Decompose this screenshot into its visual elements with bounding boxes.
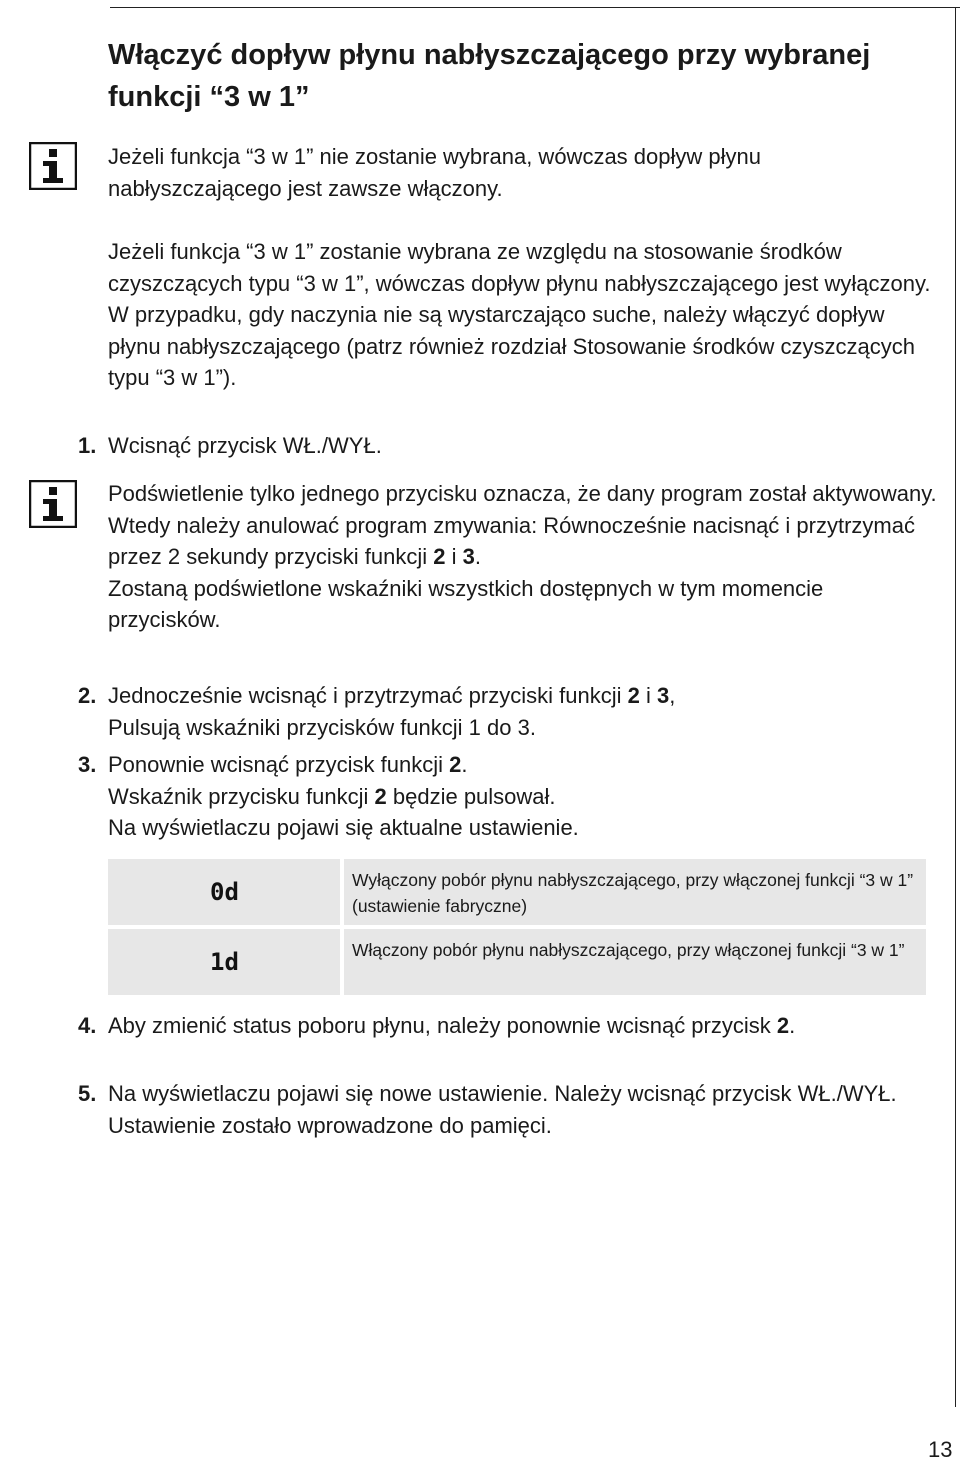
table-row bbox=[108, 929, 926, 995]
step-text: , bbox=[669, 683, 676, 708]
step-text-line2: będzie pulsował. bbox=[386, 783, 556, 809]
step-text: i bbox=[639, 683, 657, 708]
info-note-2-text: . bbox=[474, 544, 481, 569]
info-icon bbox=[29, 142, 77, 190]
step-number: 5. bbox=[78, 1081, 97, 1106]
step-2 bbox=[78, 680, 928, 743]
step-5 bbox=[78, 1078, 928, 1141]
info-note-2 bbox=[108, 478, 938, 636]
display-code-cell bbox=[108, 929, 340, 995]
top-border-line bbox=[110, 7, 960, 8]
key-2: 2 bbox=[627, 683, 640, 708]
step-text: Wcisnąć przycisk WŁ./WYŁ. bbox=[108, 433, 382, 458]
key-3: 3 bbox=[656, 683, 670, 708]
step-text-line2: Wskaźnik przycisku funkcji bbox=[108, 783, 375, 809]
display-code-0d bbox=[210, 879, 248, 905]
step-text-line3: Na wyświetlaczu pojawi się aktualne ustawienie. bbox=[108, 815, 579, 840]
info-note-2-text: i bbox=[445, 544, 463, 569]
step-number: 1. bbox=[78, 433, 97, 458]
step-text: . bbox=[789, 1013, 796, 1038]
display-code-cell bbox=[108, 859, 340, 925]
info-note-1: Jeżeli funkcja “3 w 1” nie zostanie wybrana, wówczas dopływ płynu nabłyszczającego jest zawsze włączony. bbox=[108, 144, 761, 201]
step-3 bbox=[78, 749, 928, 844]
step-text: Na wyświetlaczu pojawi się nowe ustawienie. Należy wcisnąć przycisk WŁ./WYŁ. Ustawienie zostało wprowadzone do pamięci. bbox=[108, 1081, 897, 1138]
step-number: 4. bbox=[78, 1013, 97, 1038]
info-icon bbox=[29, 480, 77, 528]
display-code-1d bbox=[210, 949, 248, 975]
setting-description: Włączony pobór płynu nabłyszczającego, przy włączonej funkcji “3 w 1” bbox=[344, 929, 926, 995]
right-border-line bbox=[955, 7, 956, 1407]
step-number: 2. bbox=[78, 683, 97, 708]
step-text-line2: Pulsują wskaźniki przycisków funkcji 1 do 3. bbox=[108, 714, 536, 740]
step-text: Jednocześnie wcisnąć i przytrzymać przyciski funkcji bbox=[108, 683, 628, 708]
step-4 bbox=[78, 1010, 928, 1042]
setting-description: Wyłączony pobór płynu nabłyszczającego, przy włączonej funkcji “3 w 1” (ustawienie fabryczne) bbox=[344, 859, 926, 925]
display-code-text: 0d bbox=[210, 879, 239, 905]
display-code-text: 1d bbox=[210, 949, 239, 975]
info-note-2-text: Podświetlenie tylko jednego przycisku oznacza, że dany program został aktywowany. Wtedy należy anulować program zmywania: Równocześnie nacisnąć i przytrzymać przez 2 sekundy przyciski funkcji bbox=[108, 481, 937, 569]
key-3: 3 bbox=[462, 544, 475, 569]
step-text: . bbox=[461, 752, 468, 777]
page-number: 13 bbox=[928, 1437, 953, 1462]
key-2: 2 bbox=[374, 783, 387, 809]
step-number: 3. bbox=[78, 752, 97, 777]
paragraph-3in1-info: Jeżeli funkcja “3 w 1” zostanie wybrana ze względu na stosowanie środków czyszczących typu “3 w 1”, wówczas dopływ płynu nabłyszczającego jest wyłączony. W przypadku, gdy naczynia nie są wystarczająco suche, należy włączyć dopływ płynu nabłyszczającego (patrz również rozdział Stosowanie środków czyszczących typu “3 w 1”). bbox=[108, 239, 931, 390]
step-text: Ponownie wcisnąć przycisk funkcji bbox=[108, 752, 450, 777]
step-1 bbox=[78, 430, 928, 462]
key-2: 2 bbox=[449, 752, 462, 777]
table-row bbox=[108, 859, 926, 925]
settings-table bbox=[108, 859, 926, 999]
step-text: Aby zmienić status poboru płynu, należy ponownie wcisnąć przycisk bbox=[108, 1013, 777, 1038]
key-2: 2 bbox=[776, 1013, 790, 1038]
key-2: 2 bbox=[433, 544, 446, 569]
info-note-2-line2: Zostaną podświetlone wskaźniki wszystkich dostępnych w tym momencie przycisków. bbox=[108, 575, 824, 632]
page-title: Włączyć dopływ płynu nabłyszczającego przy wybranej funkcji “3 w 1” bbox=[108, 39, 871, 113]
